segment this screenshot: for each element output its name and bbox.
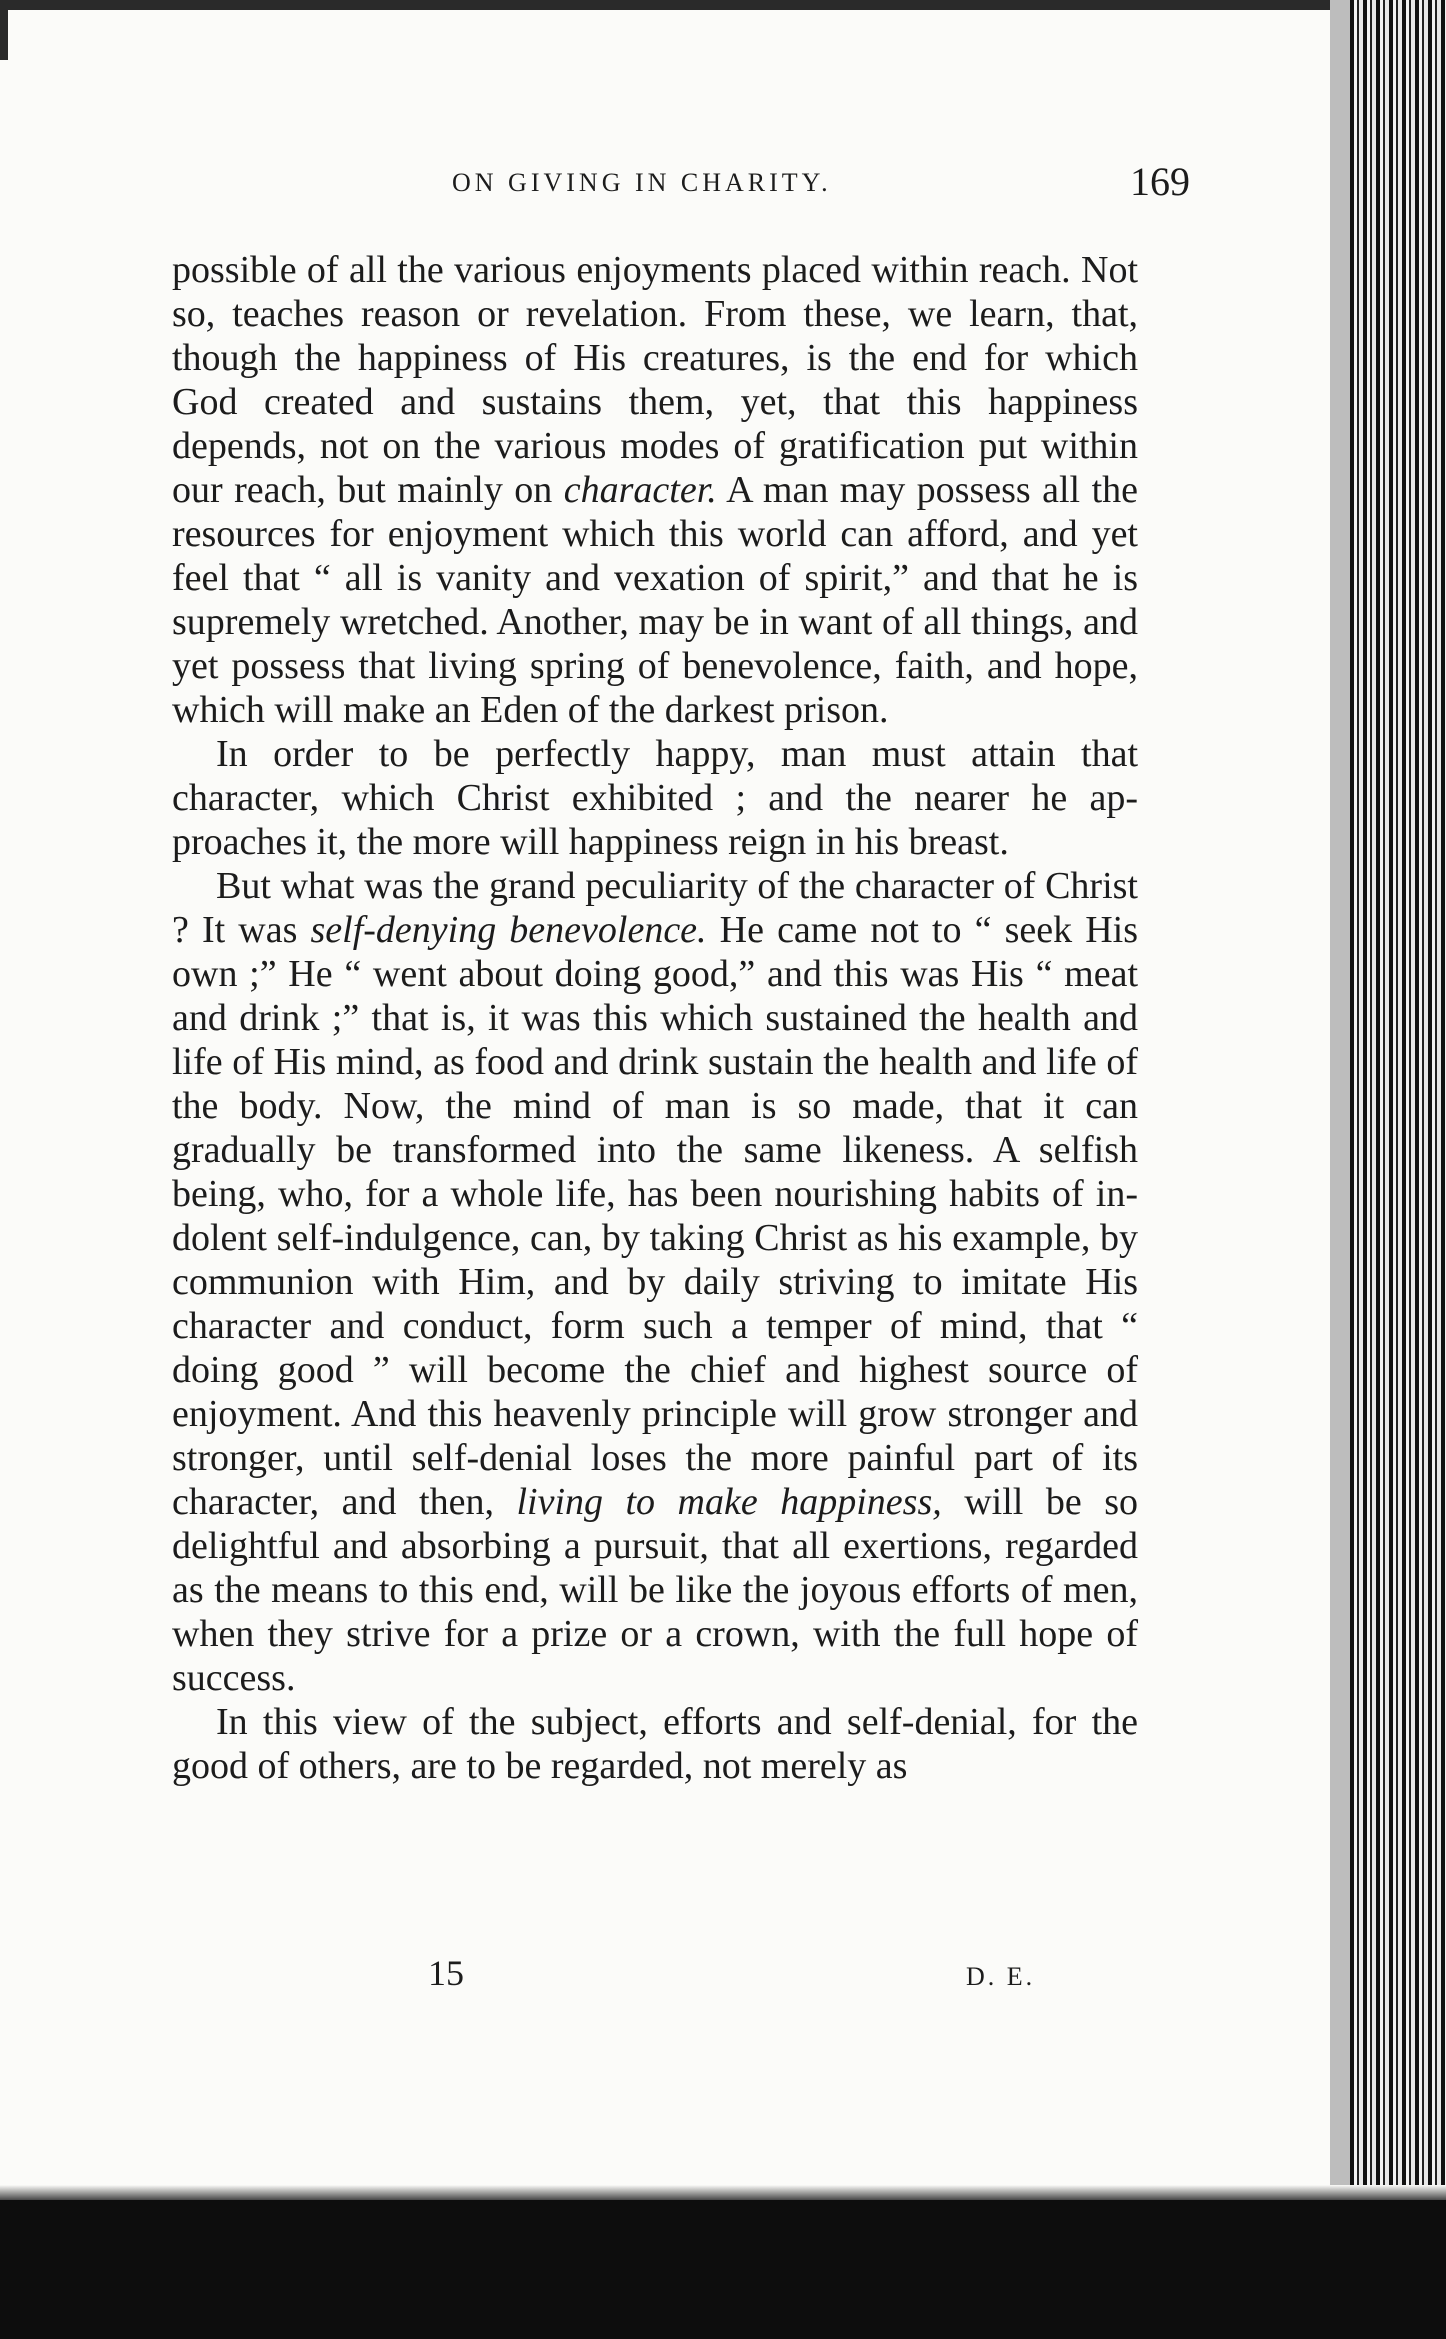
scan-corner-edge — [0, 0, 8, 60]
page-number: 169 — [1130, 159, 1190, 204]
paragraph-1-text-b: A man may possess all the resources for enjoyment which this world can afford, and yet feel that “ all is vanity and vexation of spirit,” and that he is supremely wretched. Another, may be in want of all things, and yet possess that living spring of benevolence, faith, and hope, which will make an Eden of the darkest prison. — [172, 469, 1138, 731]
paragraph-2: In order to be perfectly happy, man must attain that character, which Christ exhibited ; and the nearer he approaches it, the more will happiness reign in his breast. — [172, 733, 1138, 863]
body-text — [172, 248, 1138, 1788]
paragraph-3-emphasis-2: living to make happiness, — [516, 1481, 942, 1523]
scan-bottom-edge — [0, 2200, 1446, 2339]
scan-top-edge — [0, 0, 1340, 10]
paragraph-4: In this view of the subject, efforts and self-denial, for the good of others, are to be regarded, not merely as — [172, 1701, 1138, 1787]
signature-mark: 15 — [428, 1953, 464, 1993]
paragraph-1-text-a: possible of all the various enjoyments placed within reach. Not so, teaches reason or revelation. From these, we learn, that, though the happiness of His creatures, is the end for which God created and sustains them, yet, that this happiness depends, not on the various modes of gratification put within our reach, but mainly on — [172, 249, 1138, 511]
scan-page-edges — [1350, 0, 1446, 2210]
paragraph-3-text-c: will be so delightful and absorbing a pursuit, that all exertions, regarded as the means to this end, will be like the joyous efforts of men, when they strive for a prize or a crown, with the full hope of success. — [172, 1481, 1138, 1699]
paragraph-3 — [172, 864, 1138, 1700]
paragraph-1-emphasis: character. — [563, 469, 717, 511]
paragraph-3-emphasis-1: self-denying benevolence. — [310, 909, 707, 951]
running-title: ON GIVING IN CHARITY. — [452, 168, 832, 197]
paragraph-3-text-a: But what was the grand peculiarity of the character of Christ ? It was — [172, 865, 1138, 951]
footer-initials: D. E. — [966, 1962, 1036, 1991]
paragraph-1 — [172, 248, 1138, 732]
scan-gutter-shadow — [1330, 0, 1350, 2210]
paragraph-3-text-b: He came not to “ seek His own ;” He “ went about doing good,” and this was His “ meat and drink ;” that is, it was this which sustained the health and life of His mind, as food and drink sustain the health and life of the body. Now, the mind of man is so made, that it can gradually be transformed into the same likeness. A selfish being, who, for a whole life, has been nourishing habits of indolent self-indulgence, can, by taking Christ as his example, by communion with Him, and by daily striving to imitate His character and conduct, form such a temper of mind, that “ doing good ” will become the chief and highest source of enjoyment. And this heavenly principle will grow stronger and stronger, until self-denial loses the more painful part of its character, and then, — [172, 909, 1139, 1523]
